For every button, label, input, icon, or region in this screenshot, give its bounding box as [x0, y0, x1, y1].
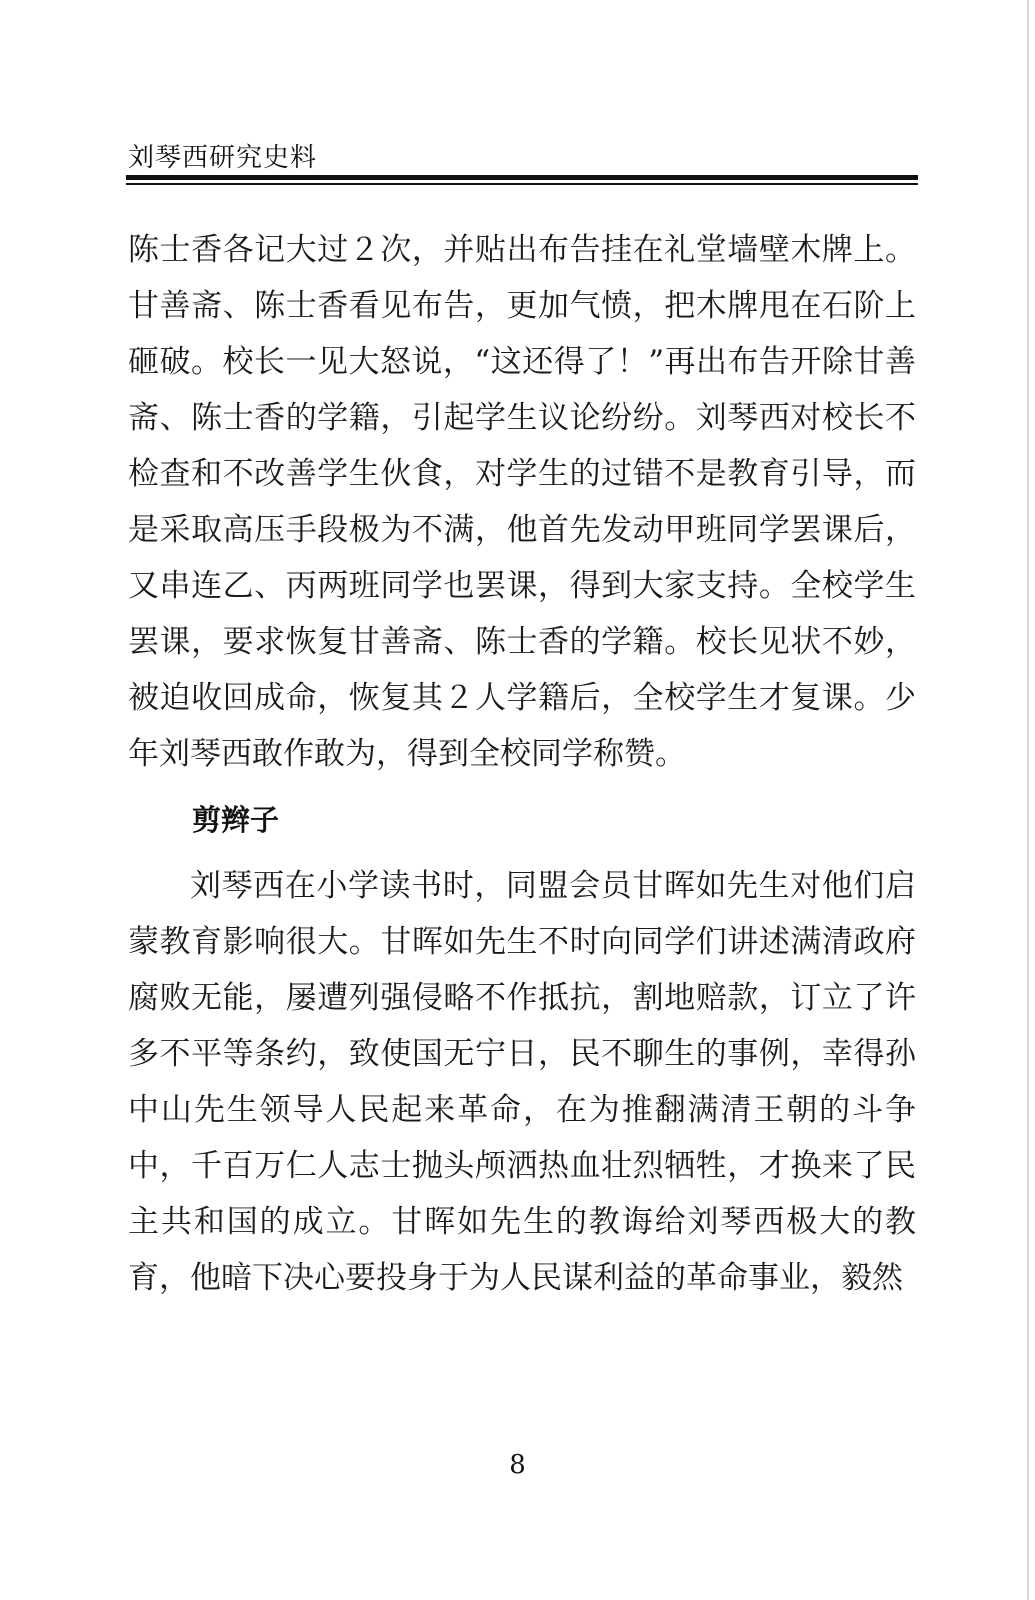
running-header: 刘琴西研究史料	[128, 143, 318, 173]
scan-edge-line	[1027, 0, 1029, 1600]
header-rule-thick	[126, 175, 918, 180]
header-rule-thin	[126, 183, 918, 185]
paragraph-continued: 陈士香各记大过２次，并贴出布告挂在礼堂墙壁木牌上。甘善斋、陈士香看见布告，更加气愤，把木牌甩在石阶上砸破。校长一见大怒说，“这还得了！”再出布告开除甘善斋、陈士香的学籍，引起学生议论纷纷。刘琴西对校长不检查和不改善学生伙食，对学生的过错不是教育引导，而是采取高压手段极为不满，他首先发动甲班同学罢课后，又串连乙、丙两班同学也罢课，得到大家支持。全校学生罢课，要求恢复甘善斋、陈士香的学籍。校长见状不妙，被迫收回成命，恢复其２人学籍后，全校学生才复课。少年刘琴西敢作敢为，得到全校同学称赞。	[128, 232, 916, 772]
page-number: 8	[509, 1450, 526, 1480]
body-text	[128, 222, 916, 1306]
section-heading: 剪辫子	[192, 803, 280, 837]
paragraph: 刘琴西在小学读书时，同盟会员甘晖如先生对他们启蒙教育影响很大。甘晖如先生不时向同学们讲述满清政府腐败无能，屡遭列强侵略不作抵抗，割地赔款，订立了许多不平等条约，致使国无宁日，民不聊生的事例，幸得孙中山先生领导人民起来革命，在为推翻满清王朝的斗争中，千百万仁人志士抛头颅洒热血壮烈牺牲，才换来了民主共和国的成立。甘晖如先生的教诲给刘琴西极大的教育，他暗下决心要投身于为人民谋利益的革命事业，毅然	[128, 868, 916, 1296]
